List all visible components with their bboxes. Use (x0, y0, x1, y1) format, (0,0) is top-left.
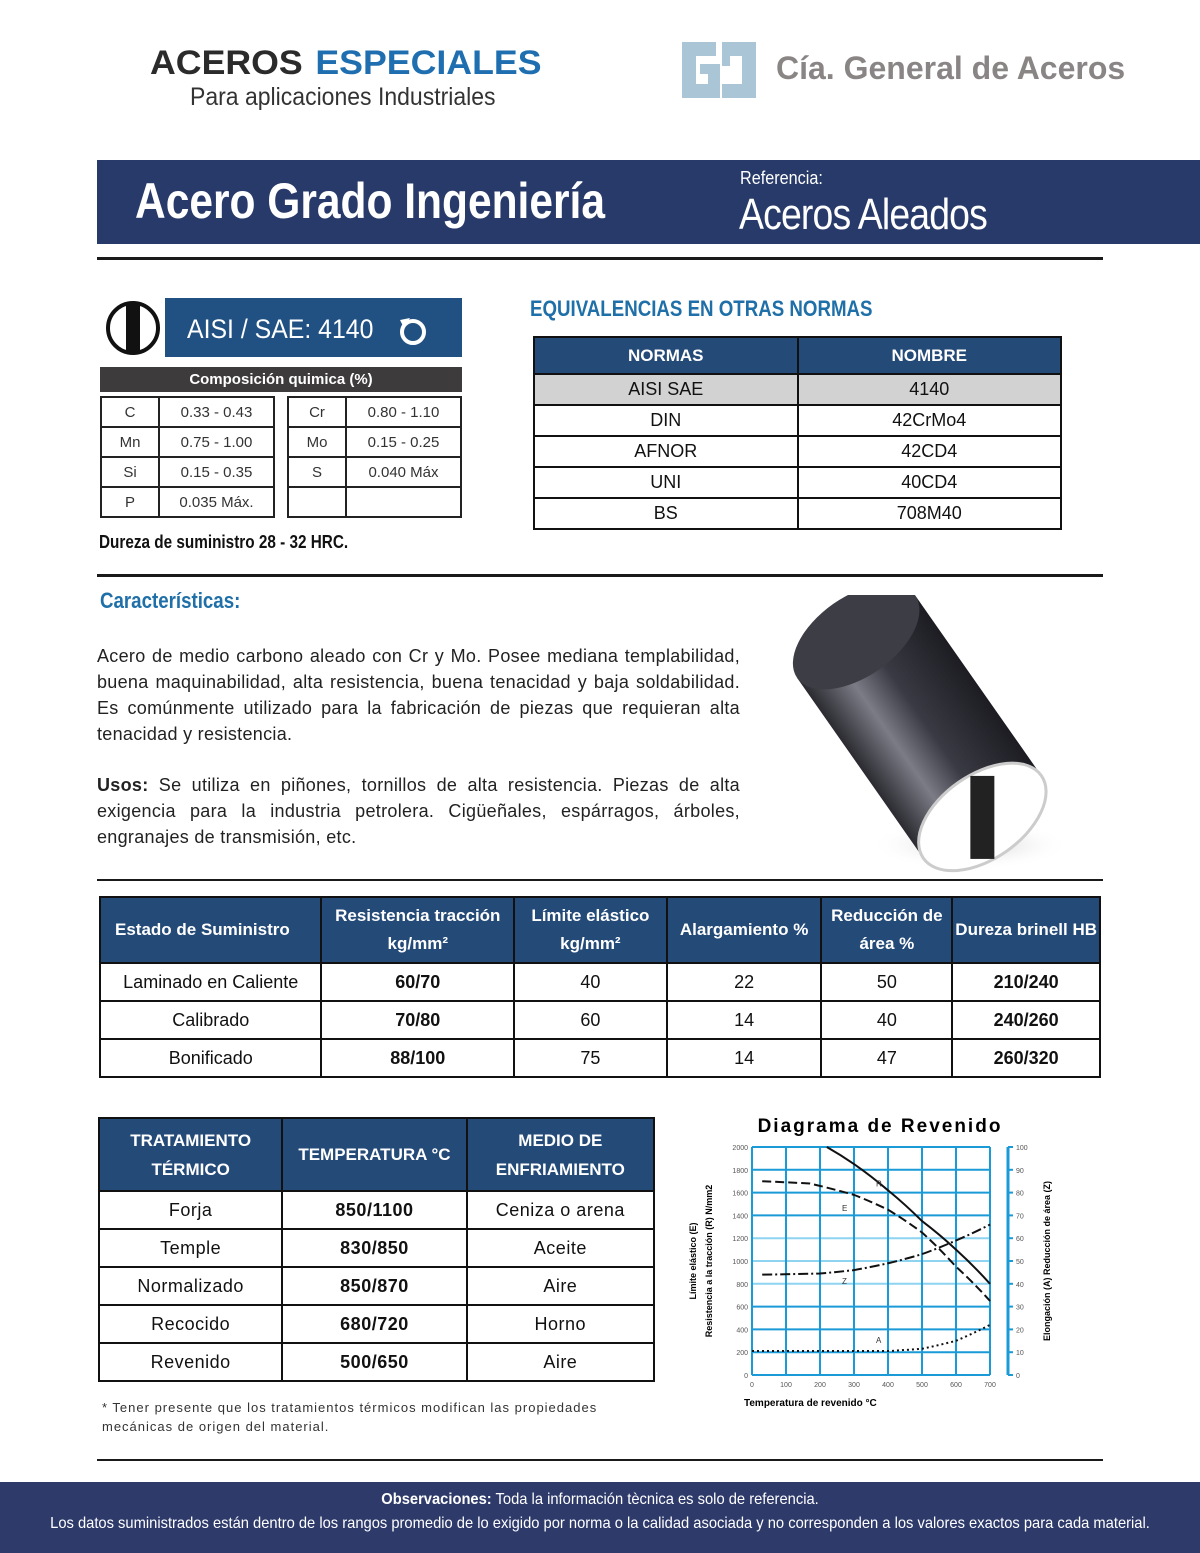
grade-name: 42CD4 (798, 436, 1062, 467)
uses-text (97, 772, 740, 850)
table-cell: 75 (514, 1039, 667, 1077)
element-range: 0.040 Máx (346, 457, 461, 487)
title-banner (97, 160, 1200, 244)
y-right-tick-label: 70 (1016, 1213, 1024, 1221)
uses-label: Usos: (97, 775, 149, 795)
col-header: MEDIO DE ENFRIAMIENTO (467, 1118, 654, 1191)
composition-row (101, 427, 274, 457)
element-symbol: Cr (288, 397, 346, 427)
composition-table-left (100, 396, 275, 518)
table-cell: 88/100 (321, 1039, 514, 1077)
tagline: Para aplicaciones Industriales (190, 83, 496, 111)
table-cell: 60/70 (321, 963, 514, 1001)
x-tick-label: 700 (984, 1382, 996, 1389)
company-logo-icon (680, 40, 758, 100)
col-header: Alargamiento % (667, 897, 822, 963)
table-cell: 40 (514, 963, 667, 1001)
col-header: NORMAS (534, 337, 798, 374)
composition-row (288, 457, 461, 487)
x-tick-label: 300 (848, 1382, 860, 1389)
col-header: NOMBRE (798, 337, 1062, 374)
col-header: Resistencia tracción kg/mm² (321, 897, 514, 963)
reference-value: Aceros Aleados (739, 190, 987, 239)
divider (97, 1459, 1103, 1461)
table-cell: Forja (99, 1191, 282, 1229)
brand-b: ESPECIALES (315, 44, 542, 82)
table-cell: Ceniza o arena (467, 1191, 654, 1229)
table-cell: 830/850 (282, 1229, 466, 1267)
x-tick-label: 200 (814, 1382, 826, 1389)
table-cell: 14 (667, 1001, 822, 1039)
table-cell: Aceite (467, 1229, 654, 1267)
table-cell: 47 (821, 1039, 952, 1077)
series-label: A (876, 1336, 882, 1346)
y-right-tick-label: 20 (1016, 1327, 1024, 1335)
table-row (534, 498, 1061, 529)
table-cell: 240/260 (952, 1001, 1100, 1039)
series-label: R (876, 1179, 882, 1189)
col-header: Estado de Suministro (100, 897, 321, 963)
table-row (100, 1001, 1100, 1039)
element-range: 0.75 - 1.00 (159, 427, 274, 457)
table-cell: 260/320 (952, 1039, 1100, 1077)
table-cell: 850/1100 (282, 1191, 466, 1229)
composition-row (101, 457, 274, 487)
element-range: 0.80 - 1.10 (346, 397, 461, 427)
y-right-tick-label: 10 (1016, 1350, 1024, 1358)
table-row (534, 436, 1061, 467)
table-cell: 40 (821, 1001, 952, 1039)
col-header: TRATAMIENTO TÉRMICO (99, 1118, 282, 1191)
series-label: E (842, 1203, 848, 1213)
x-tick-label: 400 (882, 1382, 894, 1389)
round-bar-icon (105, 300, 161, 356)
table-cell: Bonificado (100, 1039, 321, 1077)
x-tick-label: 600 (950, 1382, 962, 1389)
table-row (99, 1229, 654, 1267)
x-tick-label: 500 (916, 1382, 928, 1389)
table-cell: 60 (514, 1001, 667, 1039)
element-symbol: S (288, 457, 346, 487)
y-left-tick-label: 800 (736, 1281, 748, 1289)
mechanical-properties-table (99, 896, 1101, 1078)
characteristics-title: Características: (100, 588, 241, 613)
table-cell: 850/870 (282, 1267, 466, 1305)
x-tick-label: 0 (750, 1382, 754, 1389)
element-range: 0.035 Máx. (159, 487, 274, 517)
observations-label: Observaciones: (381, 1491, 492, 1508)
element-symbol: Si (101, 457, 159, 487)
y-left-tick-label: 200 (736, 1350, 748, 1358)
chart-title: Diagrama de Revenido (757, 1116, 1003, 1137)
table-cell: 500/650 (282, 1343, 466, 1381)
table-row (534, 405, 1061, 436)
composition-row (101, 487, 274, 517)
standard-name: AFNOR (534, 436, 798, 467)
disclaimer: Los datos suministrados están dentro de los rangos promedio de lo exigido por norma o la calidad asociada y no corresponden a los valores exactos para cada material. (50, 1515, 1150, 1532)
grade-name: 4140 (798, 374, 1062, 405)
footer (0, 1482, 1200, 1553)
element-symbol: P (101, 487, 159, 517)
divider (97, 574, 1103, 577)
table-cell: Aire (467, 1267, 654, 1305)
y-right-tick-label: 90 (1016, 1167, 1024, 1175)
tempering-diagram (680, 1110, 1060, 1410)
table-cell: Aire (467, 1343, 654, 1381)
standard-name: DIN (534, 405, 798, 436)
y-left-tick-label: 0 (744, 1373, 748, 1380)
table-cell: Calibrado (100, 1001, 321, 1039)
divider (97, 257, 1103, 260)
grade-name: 40CD4 (798, 467, 1062, 498)
y-left-tick-label: 1200 (732, 1236, 748, 1244)
element-symbol: Mo (288, 427, 346, 457)
observations-text: Toda la información tècnica es solo de referencia. (491, 1491, 819, 1508)
table-row (100, 963, 1100, 1001)
y-left-label: Límite elástico (E) (688, 1222, 698, 1300)
table-cell: Normalizado (99, 1267, 282, 1305)
table-row (99, 1343, 654, 1381)
y-right-tick-label: 0 (1016, 1373, 1020, 1380)
table-row (99, 1267, 654, 1305)
element-symbol: C (101, 397, 159, 427)
y-right-tick-label: 50 (1016, 1259, 1024, 1266)
equivalences-table (533, 336, 1062, 530)
y-left-tick-label: 2000 (732, 1145, 748, 1152)
y-right-tick-label: 60 (1016, 1236, 1024, 1244)
table-row (99, 1191, 654, 1229)
composition-table-right (287, 396, 462, 518)
series-label: Z (842, 1277, 847, 1287)
composition-row (101, 397, 274, 427)
standard-name: AISI SAE (534, 374, 798, 405)
table-row (534, 467, 1061, 498)
table-cell: 14 (667, 1039, 822, 1077)
table-cell: Laminado en Caliente (100, 963, 321, 1001)
reference-label: Referencia: (740, 168, 823, 188)
y-right-tick-label: 80 (1016, 1190, 1024, 1198)
col-header: Reducción de área % (821, 897, 952, 963)
steel-bar-image (780, 595, 1070, 885)
y-left-label: Resistencia a la tracción (R) N/mm2 (704, 1184, 714, 1338)
y-left-tick-label: 1800 (732, 1167, 748, 1175)
table-cell: 210/240 (952, 963, 1100, 1001)
composition-row (288, 397, 461, 427)
characteristics-text: Acero de medio carbono aleado con Cr y Mo. Posee mediana templabilidad, buena maquinabilidad, alta resistencia, buena tenacidad y baja soldabilidad. Es comúnmente utilizado para la fabricación de piezas que requieran alta tenacidad y resistencia. (97, 646, 740, 744)
table-cell: 680/720 (282, 1305, 466, 1343)
composition-row (288, 427, 461, 457)
page-title: Acero Grado Ingeniería (135, 173, 605, 229)
table-row (534, 374, 1061, 405)
y-left-tick-label: 1000 (732, 1259, 748, 1266)
divider (97, 879, 1103, 881)
equivalences-title: EQUIVALENCIAS EN OTRAS NORMAS (530, 296, 873, 321)
element-range: 0.33 - 0.43 (159, 397, 274, 427)
y-left-tick-label: 600 (736, 1304, 748, 1312)
table-cell: Temple (99, 1229, 282, 1267)
y-right-label: Elongación (A) Reducción de área (Z) (1042, 1180, 1052, 1342)
standard-name: BS (534, 498, 798, 529)
y-right-tick-label: 100 (1016, 1145, 1028, 1152)
col-header: Dureza brinell HB (952, 897, 1100, 963)
standard-name: UNI (534, 467, 798, 498)
y-left-tick-label: 1400 (732, 1213, 748, 1221)
grade-name: 708M40 (798, 498, 1062, 529)
section-shape-icon (396, 314, 428, 346)
element-symbol: Mn (101, 427, 159, 457)
element-range (346, 487, 461, 517)
table-cell: Recocido (99, 1305, 282, 1343)
brand-a: ACEROS (150, 44, 303, 82)
table-cell: Revenido (99, 1343, 282, 1381)
composition-row (288, 487, 461, 517)
table-row (100, 1039, 1100, 1077)
col-header: TEMPERATURA °C (282, 1118, 466, 1191)
y-right-tick-label: 40 (1016, 1281, 1024, 1289)
element-range: 0.15 - 0.35 (159, 457, 274, 487)
uses-body: Se utiliza en piñones, tornillos de alta resistencia. Piezas de alta exigencia para la industria petrolera. Cigüeñales, espárragos, árboles, engranajes de transmisión, etc. (97, 775, 740, 847)
supply-hardness: Dureza de suministro 28 - 32 HRC. (99, 532, 349, 552)
table-row (99, 1305, 654, 1343)
brand-logo (150, 44, 542, 83)
col-header: Límite elástico kg/mm² (514, 897, 667, 963)
table-cell: 50 (821, 963, 952, 1001)
y-left-tick-label: 400 (736, 1327, 748, 1335)
company-name: Cía. General de Aceros (776, 50, 1126, 86)
table-cell: 22 (667, 963, 822, 1001)
element-symbol (288, 487, 346, 517)
composition-title: Composición quimica (%) (100, 367, 462, 392)
x-axis-label: Temperatura de revenido °C (744, 1398, 877, 1409)
heat-treatment-table (98, 1117, 655, 1382)
aisi-grade: AISI / SAE: 4140 (187, 314, 374, 344)
y-left-tick-label: 1600 (732, 1190, 748, 1198)
treatment-note: * Tener presente que los tratamientos térmicos modifican las propiedades mecánicas de origen del material. (102, 1400, 598, 1434)
element-range: 0.15 - 0.25 (346, 427, 461, 457)
y-right-tick-label: 30 (1016, 1304, 1024, 1312)
table-cell: Horno (467, 1305, 654, 1343)
table-cell: 70/80 (321, 1001, 514, 1039)
x-tick-label: 100 (780, 1382, 792, 1389)
grade-name: 42CrMo4 (798, 405, 1062, 436)
